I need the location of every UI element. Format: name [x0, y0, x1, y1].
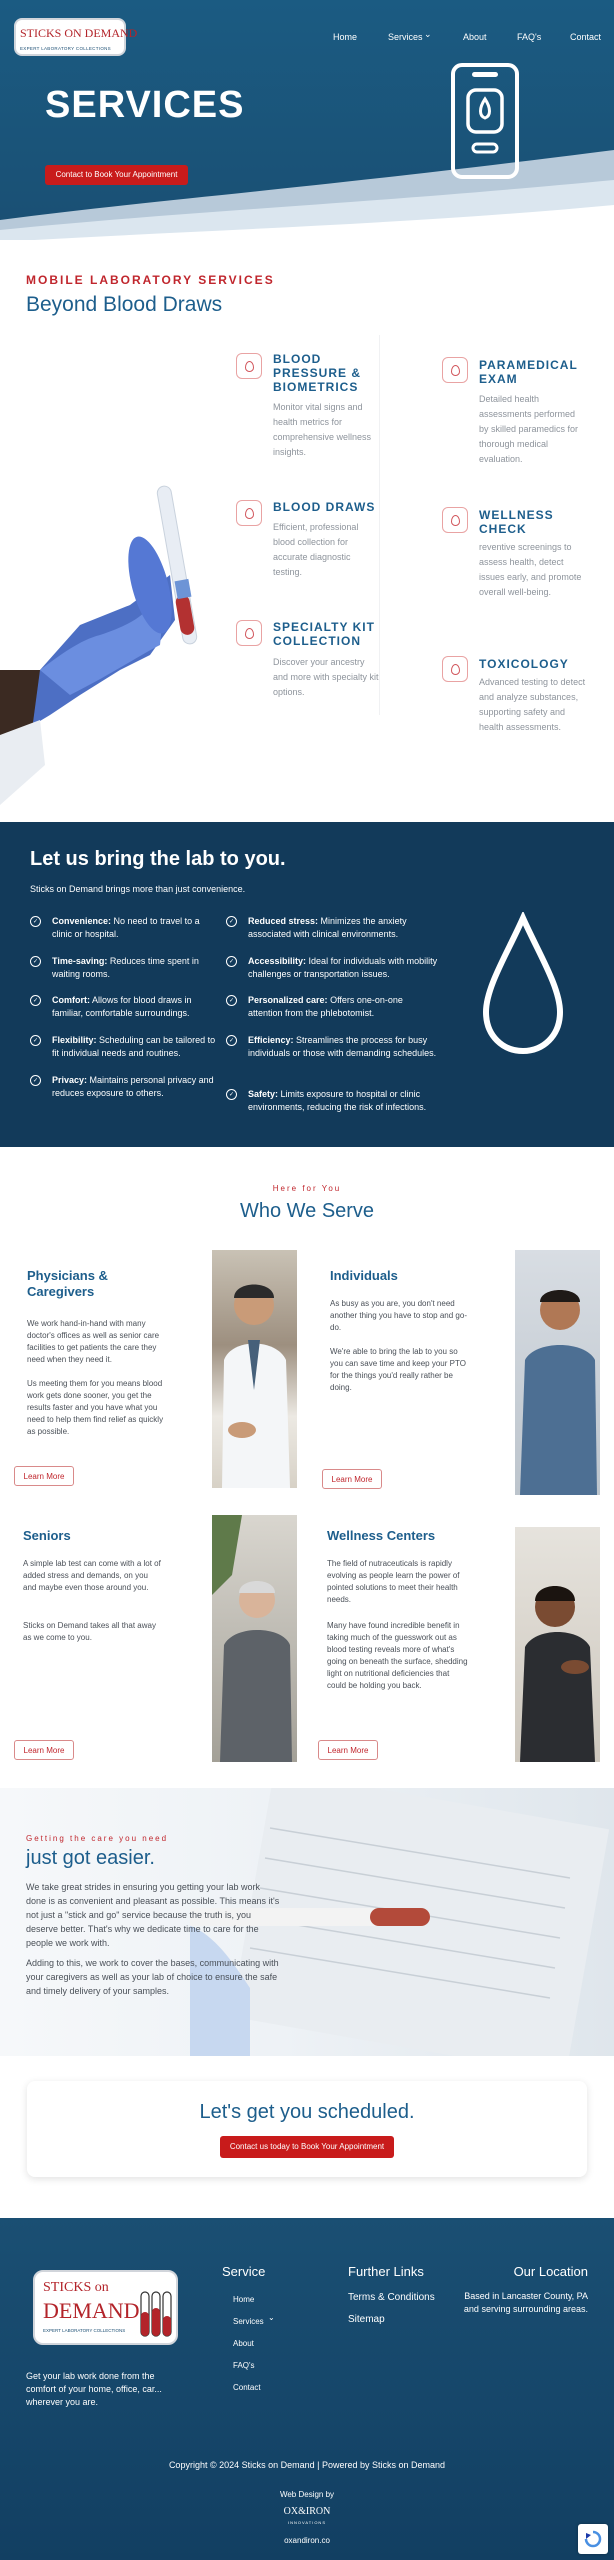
- service-text: Monitor vital signs and health metrics for comprehensive wellness insights.: [273, 402, 372, 457]
- service-text: Detailed health assessments performed by skilled paramedics for thorough medical evaluation.: [479, 394, 579, 464]
- gloved-hand-image: [0, 445, 210, 805]
- easier-heading: just got easier.: [26, 1847, 155, 1869]
- benefits-subheading: Sticks on Demand brings more than just convenience.: [30, 884, 246, 894]
- footer-link-contact[interactable]: Contact: [233, 2383, 261, 2392]
- learn-more-button[interactable]: Learn More: [14, 1740, 74, 1760]
- benefit-item: Personalized care: Offers one-on-one attention from the phlebotomist.: [248, 995, 403, 1018]
- services-heading: Beyond Blood Draws: [26, 293, 223, 316]
- service-title: WELLNESS CHECK: [479, 508, 554, 536]
- drop-icon: [236, 620, 262, 646]
- test-tubes-icon: [139, 2278, 173, 2340]
- benefit-item: Efficiency: Streamlines the process for busy individuals or those with demanding schedules.: [248, 1035, 437, 1058]
- serve-heading: Who We Serve: [239, 1200, 375, 1222]
- service-text: reventive screenings to assess health, detect issues early, and promote overall well-being.: [479, 542, 582, 597]
- serve-card-text: We work hand-in-hand with many doctor's offices as well as senior care facilities to get patients the care they need when they need it.: [27, 1319, 160, 1364]
- footer-logo-sub: EXPERT LABORATORY COLLECTIONS: [43, 2328, 126, 2333]
- check-circle-icon: ✓: [226, 916, 237, 927]
- easier-text: We take great strides in ensuring you getting your lab work done is as convenient and pleasant as possible. This means it's not just a "stick and go" service because the truth is, you deserve better. That's why we dedicate time to care for the people we work with.: [26, 1882, 280, 1948]
- footer-logo[interactable]: [33, 2270, 178, 2345]
- ox-iron-logo[interactable]: OX&IRON: [283, 2506, 331, 2517]
- footer-link-terms[interactable]: Terms & Conditions: [348, 2292, 435, 2303]
- footer-link-home[interactable]: Home: [233, 2295, 255, 2304]
- check-circle-icon: ✓: [226, 1089, 237, 1100]
- chevron-down-icon[interactable]: ⌄: [268, 2313, 275, 2322]
- logo-text: STICKS ON DEMAND: [20, 26, 138, 40]
- drop-icon: [442, 357, 468, 383]
- check-circle-icon: ✓: [30, 1035, 41, 1046]
- footer-link-about[interactable]: About: [233, 2339, 254, 2348]
- footer-web-design: Web Design by: [279, 2490, 335, 2499]
- service-title: TOXICOLOGY: [479, 657, 569, 671]
- drop-icon: [236, 353, 262, 379]
- serve-card-text: A simple lab test can come with a lot of added stress and demands, on you and maybe even those around you.: [23, 1559, 161, 1592]
- service-title: SPECIALTY KIT COLLECTION: [273, 620, 375, 648]
- blood-drop-icon: [478, 912, 568, 1057]
- doctor-photo: [212, 1250, 297, 1488]
- nav-services[interactable]: Services: [388, 32, 423, 42]
- check-circle-icon: ✓: [30, 1075, 41, 1086]
- ox-iron-url[interactable]: oxandiron.co: [284, 2536, 330, 2545]
- footer-location-text: Based in Lancaster County, PA and serving surrounding areas.: [463, 2291, 588, 2314]
- check-circle-icon: ✓: [30, 916, 41, 927]
- chevron-down-icon[interactable]: ⌄: [424, 29, 432, 39]
- learn-more-button[interactable]: Learn More: [322, 1469, 382, 1489]
- benefit-item: Convenience: No need to travel to a clinic or hospital.: [52, 916, 200, 939]
- service-text: Advanced testing to detect and analyze substances, supporting safety and health assessments.: [479, 677, 586, 732]
- individual-photo: [515, 1250, 600, 1495]
- recaptcha-badge[interactable]: [578, 2524, 608, 2554]
- serve-card-text: Sticks on Demand takes all that away as we come to you.: [23, 1621, 156, 1642]
- benefit-item: Privacy: Maintains personal privacy and reduces exposure to others.: [52, 1075, 214, 1098]
- benefit-item: Comfort: Allows for blood draws in familiar, comfortable surroundings.: [52, 995, 192, 1018]
- nav-about[interactable]: About: [463, 32, 487, 42]
- benefit-item: Time-saving: Reduces time spent in waiting rooms.: [52, 956, 199, 979]
- footer-link-faqs[interactable]: FAQ's: [233, 2361, 255, 2370]
- ox-iron-sub: INNOVATIONS: [288, 2520, 326, 2525]
- learn-more-button[interactable]: Learn More: [14, 1466, 74, 1486]
- serve-card-title: Individuals: [330, 1268, 398, 1283]
- schedule-heading: Let's get you scheduled.: [199, 2101, 415, 2123]
- hero-wave: [0, 150, 614, 240]
- service-title: PARAMEDICAL EXAM: [479, 358, 578, 386]
- serve-card-title: Wellness Centers: [327, 1528, 436, 1543]
- serve-card-text: Us meeting them for you means blood work gets done sooner, you get the results faster and you have what you need to help them find relief as quickly as possible.: [27, 1379, 164, 1436]
- check-circle-icon: ✓: [30, 995, 41, 1006]
- service-title: BLOOD PRESSURE & BIOMETRICS: [273, 352, 362, 394]
- serve-eyebrow: Here for You: [272, 1184, 342, 1193]
- logo-subtext: EXPERT LABORATORY COLLECTIONS: [20, 46, 111, 51]
- drop-icon: [442, 507, 468, 533]
- footer-link-sitemap[interactable]: Sitemap: [348, 2314, 385, 2325]
- footer-copyright: Copyright © 2024 Sticks on Demand | Powered by Sticks on Demand: [168, 2460, 446, 2470]
- footer-further-heading: Further Links: [348, 2264, 424, 2279]
- senior-photo: [212, 1515, 297, 1762]
- check-circle-icon: ✓: [226, 1035, 237, 1046]
- drop-icon: [442, 656, 468, 682]
- nav-contact[interactable]: Contact: [570, 32, 602, 42]
- nav-faqs[interactable]: FAQ's: [517, 32, 542, 42]
- serve-card-text: We're able to bring the lab to you so you can save time and keep your PTO for the things you'd really rather be doing.: [330, 1347, 466, 1392]
- drop-icon: [236, 500, 262, 526]
- easier-text: Adding to this, we work to cover the bases, communicating with your caregivers as well as your lab of choice to ensure the safe and timely delivery of your samples.: [26, 1958, 279, 1996]
- schedule-card: [27, 2081, 587, 2177]
- benefit-item: Accessibility: Ideal for individuals with mobility challenges or transportation issues.: [248, 956, 438, 979]
- nav-home[interactable]: Home: [333, 32, 358, 42]
- service-text: Discover your ancestry and more with specialty kit options.: [273, 657, 379, 697]
- wellness-photo: [515, 1527, 600, 1762]
- benefits-heading: Let us bring the lab to you.: [30, 848, 286, 870]
- learn-more-button[interactable]: Learn More: [318, 1740, 378, 1760]
- book-appointment-button[interactable]: Contact to Book Your Appointment: [45, 165, 188, 185]
- serve-card-text: As busy as you are, you don't need another thing you have to stop and go-do.: [330, 1299, 467, 1332]
- benefit-item: Safety: Limits exposure to hospital or clinic environments, reducing the risk of infections.: [248, 1089, 427, 1112]
- services-eyebrow: MOBILE LABORATORY SERVICES: [26, 273, 275, 287]
- phone-icon: [450, 62, 520, 180]
- benefit-item: Flexibility: Scheduling can be tailored to fit individual needs and routines.: [52, 1035, 216, 1058]
- hero-section: [0, 0, 614, 240]
- serve-card-title: Physicians & Caregivers: [27, 1268, 108, 1299]
- check-circle-icon: ✓: [226, 995, 237, 1006]
- check-circle-icon: ✓: [30, 956, 41, 967]
- footer-location-heading: Our Location: [513, 2264, 588, 2279]
- footer-link-services[interactable]: Services: [233, 2317, 264, 2326]
- footer-service-heading: Service: [222, 2264, 266, 2279]
- footer-tagline: Get your lab work done from the comfort of your home, office, car... wherever you are.: [26, 2371, 162, 2407]
- service-text: Efficient, professional blood collection for accurate diagnostic testing.: [273, 522, 359, 577]
- serve-card-text: The field of nutraceuticals is rapidly evolving as people learn the power of pointed solutions to meet their health needs.: [327, 1559, 460, 1604]
- page-title: SERVICES: [45, 84, 245, 126]
- benefit-item: Reduced stress: Minimizes the anxiety associated with clinical environments.: [248, 916, 407, 939]
- schedule-appointment-button[interactable]: Contact us today to Book Your Appointment: [220, 2136, 394, 2158]
- easier-eyebrow: Getting the care you need: [26, 1834, 169, 1843]
- logo[interactable]: [14, 18, 138, 56]
- recaptcha-icon: [584, 2530, 602, 2548]
- footer-logo-line1: STICKS on: [43, 2280, 109, 2295]
- serve-card-text: Many have found incredible benefit in taking much of the guesswork out as blood testing reveals more of what's going on beneath the surface, shedding light on nutritional deficiencies that could be holding you back.: [327, 1621, 468, 1690]
- check-circle-icon: ✓: [226, 956, 237, 967]
- serve-card-title: Seniors: [23, 1528, 71, 1543]
- footer-logo-line2: DEMAND: [43, 2298, 140, 2323]
- service-title: BLOOD DRAWS: [273, 500, 376, 514]
